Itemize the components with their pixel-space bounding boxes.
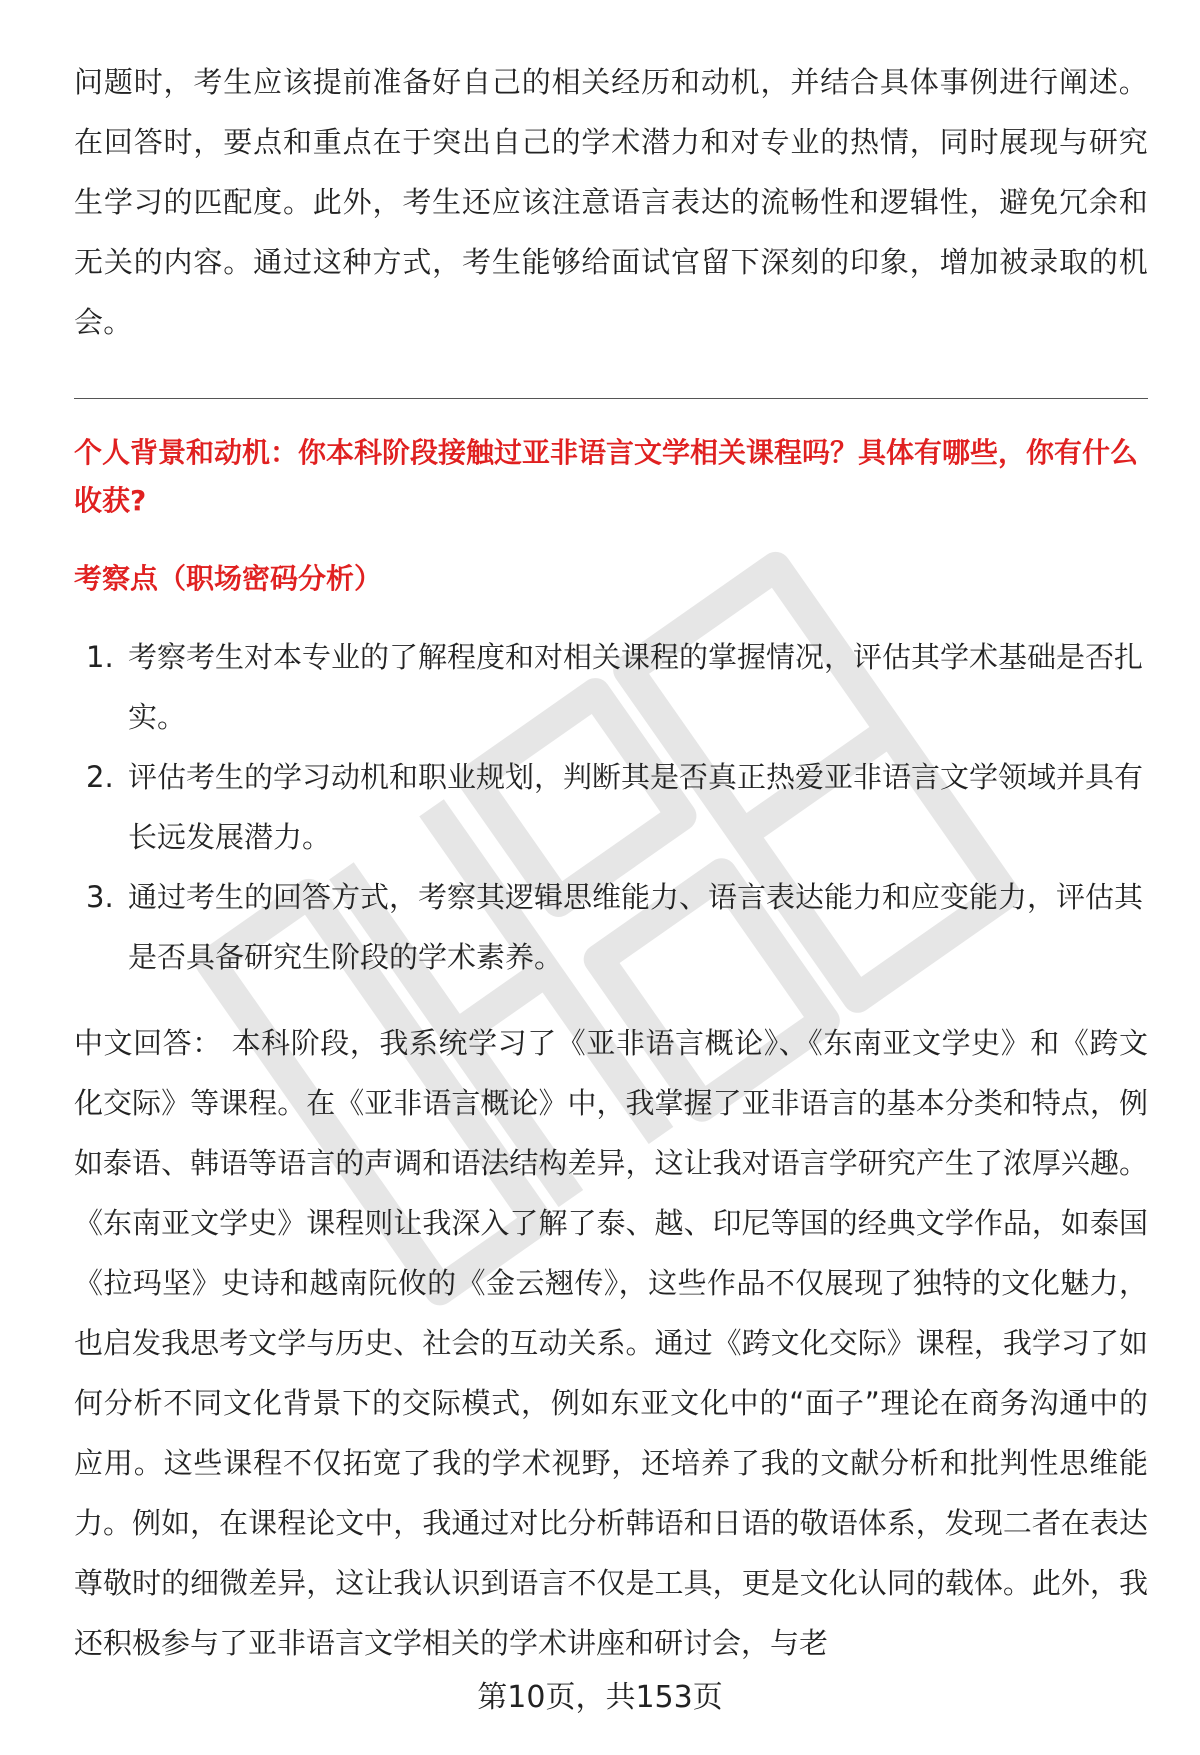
answer-paragraph: 中文回答： 本科阶段，我系统学习了《亚非语言概论》、《东南亚文学史》和《跨文化交际》等课程。在《亚非语言概论》中，我掌握了亚非语言的基本分类和特点，例如泰语、韩语等语言的声调和语法结构差异，这让我对语言学研究产生了浓厚兴趣。《东南亚文学史》课程则让我深入了解了泰、越、印尼等国的经典文学作品，如泰国《拉玛坚》史诗和越南阮攸的《金云翘传》，这些作品不仅展现了独特的文化魅力，也启发我思考文学与历史、社会的互动关系。通过《跨文化交际》课程，我学习了如何分析不同文化背景下的交际模式，例如东亚文化中的“面子”理论在商务沟通中的应用。这些课程不仅拓宽了我的学术视野，还培养了我的文献分析和批判性思维能力。例如，在课程论文中，我通过对比分析韩语和日语的敬语体系，发现二者在表达尊敬时的细微差异，这让我认识到语言不仅是工具，更是文化认同的载体。此外，我还积极参与了亚非语言文学相关的学术讲座和研讨会，与老 (74, 1026, 1148, 1660)
intro-paragraph: 问题时，考生应该提前准备好自己的相关经历和动机，并结合具体事例进行阐述。在回答时，要点和重点在于突出自己的学术潜力和对专业的热情，同时展现与研究生学习的匹配度。此外，考生还应该注意语言表达的流畅性和逻辑性，避免冗余和无关的内容。通过这种方式，考生能够给面试官留下深刻的印象，增加被录取的机会。 (74, 65, 1148, 339)
list-text: 评估考生的学习动机和职业规划，判断其是否真正热爱亚非语言文学领域并具有长远发展潜力。 (128, 760, 1144, 854)
list-item (74, 747, 1148, 867)
list-text: 考察考生对本专业的了解程度和对相关课程的掌握情况，评估其学术基础是否扎实。 (128, 640, 1144, 734)
question-heading: 个人背景和动机：你本科阶段接触过亚非语言文学相关课程吗？具体有哪些，你有什么收获? (74, 436, 1139, 517)
list-number: 1. (86, 640, 114, 674)
list-number: 3. (86, 880, 114, 914)
content-area (74, 52, 1148, 1673)
section-divider (74, 398, 1148, 399)
list-number: 2. (86, 760, 114, 794)
points-list (74, 627, 1148, 987)
page-footer: 第10页，共153页 (477, 1680, 723, 1715)
list-item (74, 867, 1148, 987)
section-title: 考察点（职场密码分析） (74, 562, 383, 595)
list-item (74, 627, 1148, 747)
list-text: 通过考生的回答方式，考察其逻辑思维能力、语言表达能力和应变能力，评估其是否具备研究生阶段的学术素养。 (128, 880, 1144, 974)
